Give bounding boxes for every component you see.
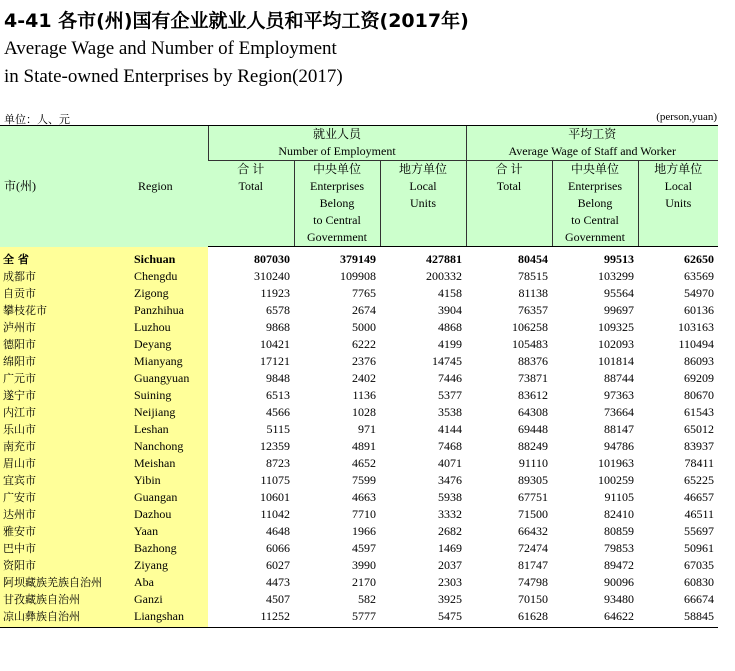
employment-central: 109908 [340,269,376,283]
column-gap [466,574,486,591]
employment-central: 4891 [352,439,376,453]
employment-central: 7765 [352,286,376,300]
wage-central: 93480 [604,592,634,606]
region-name-cn: 甘孜藏族自治州 [0,591,134,608]
wage-central: 102093 [598,337,634,351]
employment-central: 6222 [352,337,376,351]
table-row-total [0,247,718,269]
employment-local: 5475 [380,608,466,628]
employment-total: 10421 [260,337,290,351]
wage-local: 62650 [684,252,715,266]
region-name-cn: 自贡市 [0,285,134,302]
employment-central: 5000 [352,320,376,334]
employment-local: 2682 [438,524,462,538]
employment-central: 4663 [352,490,376,504]
employment-central: 1136 [352,388,376,402]
table-row [0,302,718,319]
employment-central: 971 [358,422,376,436]
employment-local: 2303 [438,575,462,589]
wage-central: 89472 [604,558,634,572]
wage-total: 72474 [518,541,548,555]
employment-central: 379149 [340,252,376,266]
column-gap [466,591,486,608]
wage-local: 50961 [684,541,715,555]
region-name-en: Aba [134,574,208,591]
column-gap [466,489,486,506]
header-wage-central: 中央单位 Enterprises Belong to Central Government [552,161,638,247]
page-title-cn: 4-41 各市(州)国有企业就业人员和平均工资(2017年) [4,10,469,32]
wage-local: 86093 [684,354,715,368]
header-emp-total: 合 计 Total [208,161,294,247]
unit-label-cn: 单位：人、元 [4,113,70,126]
table-row [0,370,718,387]
header-emp-local: 地方单位 Local Units [380,161,466,247]
header-region-en: Region [134,126,208,247]
wage-local: 46657 [684,490,715,504]
region-name-en: Luzhou [134,319,208,336]
wage-total: 105483 [512,337,548,351]
region-name-cn: 泸州市 [0,319,134,336]
region-name-cn: 巴中市 [0,540,134,557]
wage-local: 110494 [678,337,715,351]
employment-central: 7710 [352,507,376,521]
employment-total: 310240 [254,269,290,283]
wage-central: 90096 [604,575,634,589]
column-gap [466,285,486,302]
region-name-cn: 雅安市 [0,523,134,540]
wage-central: 99697 [604,303,634,317]
wage-local: 61543 [684,405,715,419]
unit-label-en: (person,yuan) [656,111,717,123]
region-name-en: Leshan [134,421,208,438]
column-gap [466,370,486,387]
wage-total: 76357 [518,303,548,317]
employment-total: 11042 [260,507,290,521]
region-name-en: Ziyang [134,557,208,574]
table-row [0,387,718,404]
employment-total: 17121 [260,354,290,368]
employment-local: 14745 [432,354,462,368]
employment-local: 3538 [438,405,462,419]
header-wage-total: 合 计 Total [466,161,552,247]
employment-local: 5377 [438,388,462,402]
wage-total: 73871 [518,371,548,385]
employment-central: 2170 [352,575,376,589]
employment-total: 807030 [254,252,290,266]
column-gap [466,608,486,628]
wage-local: 58845 [638,608,718,628]
wage-local: 55697 [684,524,715,538]
wage-central: 73664 [604,405,634,419]
table-row [0,438,718,455]
employment-local: 4144 [438,422,462,436]
employment-central: 2376 [352,354,376,368]
table-row [0,319,718,336]
region-name-cn: 乐山市 [0,421,134,438]
column-gap [466,353,486,370]
wage-central: 101963 [598,456,634,470]
page-title-en-line2: in State-owned Enterprises by Region(2017) [4,66,343,87]
region-name-en: Liangshan [134,608,208,628]
table-row [0,557,718,574]
wage-total: 88249 [518,439,548,453]
wage-total: 106258 [512,320,548,334]
column-gap [466,455,486,472]
header-region-cn: 市(州) [0,126,134,247]
region-name-cn: 遂宁市 [0,387,134,404]
wage-central: 80859 [604,524,634,538]
employment-central: 4652 [352,456,376,470]
region-name-en: Meishan [134,455,208,472]
table-row [0,574,718,591]
region-name-en: Dazhou [134,506,208,523]
wage-central: 95564 [604,286,634,300]
wage-central: 109325 [598,320,634,334]
employment-total: 6027 [266,558,290,572]
wage-local: 80670 [684,388,715,402]
region-name-en: Zigong [134,285,208,302]
region-name-cn: 宜宾市 [0,472,134,489]
wage-central: 88147 [604,422,634,436]
wage-local: 78411 [684,456,715,470]
column-gap [466,302,486,319]
column-gap [466,472,486,489]
region-name-cn: 成都市 [0,268,134,285]
header-employment-en: Number of Employment [278,144,396,158]
employment-central: 1028 [352,405,376,419]
column-gap [466,404,486,421]
region-name-cn: 绵阳市 [0,353,134,370]
wage-local: 67035 [684,558,715,572]
region-name-cn: 内江市 [0,404,134,421]
table-row [0,489,718,506]
column-gap [466,387,486,404]
header-wage-cn: 平均工资 [568,127,617,141]
employment-central: 2674 [352,303,376,317]
wage-central: 88744 [604,371,634,385]
employment-central: 1966 [352,524,376,538]
employment-local: 3476 [438,473,462,487]
table-row [0,421,718,438]
region-name-cn: 广元市 [0,370,134,387]
region-name-cn: 达州市 [0,506,134,523]
wage-local: 46511 [684,507,715,521]
region-name-cn: 凉山彝族自治州 [0,608,134,628]
wage-total: 64308 [518,405,548,419]
wage-local: 69209 [684,371,715,385]
column-gap [466,438,486,455]
wage-total: 69448 [518,422,548,436]
table-row [0,591,718,608]
region-name-en: Nanchong [134,438,208,455]
column-gap [466,523,486,540]
wage-total: 81138 [518,286,548,300]
table-row [0,506,718,523]
column-gap [466,506,486,523]
header-wage-en: Average Wage of Staff and Worker [508,144,676,158]
region-name-cn: 眉山市 [0,455,134,472]
column-gap [466,268,486,285]
wage-total: 88376 [518,354,548,368]
employment-local: 1469 [438,541,462,555]
employment-total: 6513 [266,388,290,402]
column-gap [466,540,486,557]
wage-central: 91105 [604,490,634,504]
employment-total: 4507 [266,592,290,606]
employment-total: 6578 [266,303,290,317]
wage-central: 79853 [604,541,634,555]
wage-total: 66432 [518,524,548,538]
wage-total: 91110 [518,456,548,470]
wage-total: 74798 [518,575,548,589]
employment-total: 12359 [260,439,290,453]
table-row [0,353,718,370]
wage-total: 83612 [518,388,548,402]
employment-total: 11075 [260,473,290,487]
employment-total: 6066 [266,541,290,555]
region-name-en: Neijiang [134,404,208,421]
wage-total: 89305 [518,473,548,487]
data-table [0,125,718,628]
table-row [0,540,718,557]
wage-central: 100259 [598,473,634,487]
employment-total: 9868 [266,320,290,334]
column-gap [466,319,486,336]
wage-total: 70150 [518,592,548,606]
wage-local: 54970 [684,286,715,300]
page-title-en-line1: Average Wage and Number of Employment [4,38,337,59]
wage-local: 103163 [678,320,715,334]
table-row [0,336,718,353]
wage-total: 67751 [518,490,548,504]
region-name-cn: 阿坝藏族羌族自治州 [0,574,134,591]
employment-local: 3332 [438,507,462,521]
wage-local: 65012 [684,422,715,436]
wage-central: 97363 [604,388,634,402]
employment-local: 4199 [438,337,462,351]
employment-total: 4473 [266,575,290,589]
wage-local: 60136 [684,303,715,317]
region-name-en: Panzhihua [134,302,208,319]
header-wage-local: 地方单位 Local Units [638,161,718,247]
wage-total: 78515 [518,269,548,283]
employment-total: 10601 [260,490,290,504]
region-name-cn: 攀枝花市 [0,302,134,319]
region-name-cn: 广安市 [0,489,134,506]
region-name-en: Yaan [134,523,208,540]
wage-local: 65225 [684,473,715,487]
region-name-cn: 资阳市 [0,557,134,574]
employment-total: 11252 [208,608,294,628]
employment-central: 2402 [352,371,376,385]
region-name-cn: 南充市 [0,438,134,455]
region-name-en: Ganzi [134,591,208,608]
wage-total: 71500 [518,507,548,521]
header-wage-group [466,126,718,161]
column-gap [466,421,486,438]
wage-central: 99513 [604,252,634,266]
employment-local: 7446 [438,371,462,385]
table-row [0,472,718,489]
employment-local: 3925 [438,592,462,606]
column-gap [466,557,486,574]
employment-local: 5938 [438,490,462,504]
table-row [0,455,718,472]
region-name-en: Guangyuan [134,370,208,387]
table-row [0,608,718,628]
table-row [0,285,718,302]
region-name-en: Yibin [134,472,208,489]
region-name-en: Sichuan [134,247,208,269]
wage-local: 66674 [684,592,715,606]
employment-local: 3904 [438,303,462,317]
header-employment-group [208,126,466,161]
region-name-en: Bazhong [134,540,208,557]
region-name-en: Deyang [134,336,208,353]
wage-total: 80454 [518,252,548,266]
employment-central: 5777 [294,608,380,628]
wage-local: 83937 [684,439,715,453]
wage-central: 82410 [604,507,634,521]
wage-total: 81747 [518,558,548,572]
wage-local: 60830 [684,575,715,589]
header-employment-cn: 就业人员 [312,127,361,141]
employment-total: 8723 [266,456,290,470]
region-name-cn: 德阳市 [0,336,134,353]
employment-total: 4648 [266,524,290,538]
employment-central: 3990 [352,558,376,572]
employment-central: 4597 [352,541,376,555]
header-emp-central: 中央单位 Enterprises Belong to Central Government [294,161,380,247]
wage-central: 94786 [604,439,634,453]
employment-central: 7599 [352,473,376,487]
region-name-en: Chengdu [134,268,208,285]
employment-local: 7468 [438,439,462,453]
region-name-en: Mianyang [134,353,208,370]
employment-local: 4158 [438,286,462,300]
region-name-cn: 全 省 [0,247,134,269]
wage-central: 101814 [598,354,634,368]
wage-total: 61628 [486,608,552,628]
employment-local: 4868 [438,320,462,334]
employment-local: 4071 [438,456,462,470]
table-row [0,268,718,285]
employment-total: 9848 [266,371,290,385]
region-name-en: Guangan [134,489,208,506]
employment-central: 582 [358,592,376,606]
employment-local: 2037 [438,558,462,572]
table-row [0,523,718,540]
region-name-en: Suining [134,387,208,404]
table-row [0,404,718,421]
wage-central: 64622 [552,608,638,628]
employment-total: 5115 [266,422,290,436]
wage-central: 103299 [598,269,634,283]
employment-local: 427881 [426,252,462,266]
employment-total: 4566 [266,405,290,419]
employment-total: 11923 [260,286,290,300]
table-body [0,247,718,628]
column-gap [466,336,486,353]
employment-local: 200332 [426,269,462,283]
wage-local: 63569 [684,269,715,283]
column-gap [466,247,486,269]
